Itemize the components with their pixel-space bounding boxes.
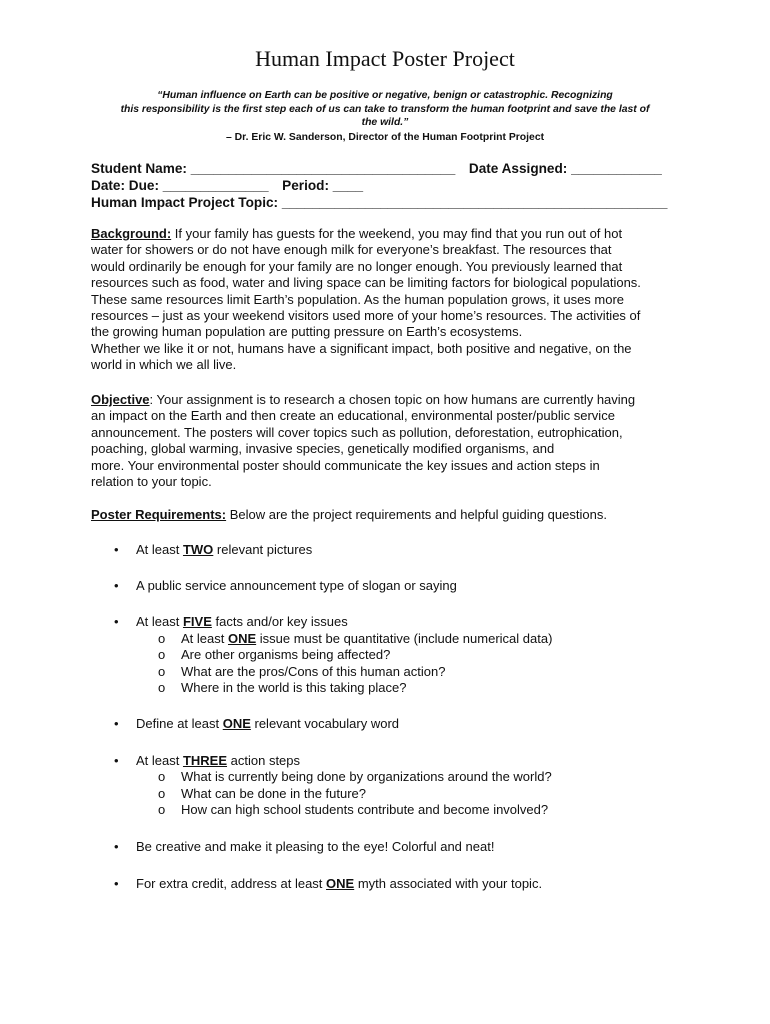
list-item	[114, 753, 300, 769]
paragraph-line: These same resources limit Earth’s population. As the human population grows, it uses more	[91, 291, 625, 307]
paragraph-line: relation to your topic.	[91, 474, 212, 490]
paragraph-line: an impact on the Earth and then create an educational, environmental poster/public service	[91, 408, 615, 424]
paragraph-line: resources such as food, water and living space can be limiting factors for biological populations.	[91, 275, 641, 291]
item-text: facts and/or key issues	[211, 614, 348, 629]
item-emphasis: FIVE	[182, 614, 212, 629]
background-heading: Background:	[91, 226, 172, 241]
quote-line: “Human influence on Earth can be positive or negative, benign or catastrophic. Recognizing	[157, 90, 613, 101]
item-text: Where in the world is this taking place?	[181, 680, 407, 695]
epigraph-quote	[60, 89, 710, 144]
paragraph-line: announcement. The posters will cover topics such as pollution, deforestation, eutrophication,	[91, 424, 623, 440]
bullet-icon: •	[114, 839, 119, 854]
paragraph-line	[91, 507, 681, 523]
item-text: At least	[136, 753, 183, 768]
list-item	[114, 839, 494, 855]
topic-row	[91, 194, 691, 211]
sub-bullet-icon: o	[158, 631, 166, 646]
sub-list-item	[158, 769, 552, 785]
sub-list-item	[158, 631, 552, 647]
item-emphasis: THREE	[182, 753, 228, 768]
list-item	[114, 578, 457, 594]
item-text: What can be done in the future?	[181, 786, 367, 801]
objective-section	[91, 392, 681, 490]
sub-list-item	[158, 786, 366, 802]
item-text: Define at least	[136, 716, 223, 731]
date-assigned-field: Date Assigned: ____________	[468, 161, 662, 176]
item-text: relevant pictures	[213, 542, 313, 557]
item-text: What are the pros/Cons of this human action?	[181, 664, 446, 679]
student-fields	[91, 160, 691, 211]
paragraph-text: : Your assignment is to research a chosen topic on how humans are currently having	[149, 392, 636, 407]
sub-list-item	[158, 664, 445, 680]
requirements-heading: Poster Requirements:	[91, 507, 227, 522]
paragraph-text: If your family has guests for the weekend, you may find that you run out of hot	[174, 226, 623, 241]
bullet-icon: •	[114, 716, 119, 731]
item-text: Be creative and make it pleasing to the eye! Colorful and neat!	[136, 839, 495, 854]
paragraph-line: would ordinarily be enough for your family are no longer enough. You previously learned that	[91, 258, 623, 274]
sub-bullet-icon: o	[158, 786, 166, 801]
item-text: issue must be quantitative (include numerical data)	[256, 631, 553, 646]
paragraph-line: more. Your environmental poster should communicate the key issues and action steps in	[91, 457, 600, 473]
paragraph-line	[91, 226, 681, 242]
date-due-field: Date: Due: ______________	[91, 178, 269, 193]
item-emphasis: ONE	[222, 716, 251, 731]
quote-line: this responsibility is the first step each of us can take to transform the human footprint and save the last of	[120, 103, 650, 115]
bullet-icon: •	[114, 876, 119, 891]
sub-bullet-icon: o	[158, 680, 166, 695]
student-name-row	[91, 160, 691, 177]
item-text: action steps	[227, 753, 301, 768]
item-text: myth associated with your topic.	[354, 876, 543, 891]
item-text: A public service announcement type of slogan or saying	[136, 578, 457, 593]
paragraph-line: Whether we like it or not, humans have a significant impact, both positive and negative, on the	[91, 340, 632, 356]
item-text: At least	[136, 542, 183, 557]
background-section	[91, 226, 681, 374]
page-title: Human Impact Poster Project	[255, 46, 515, 71]
item-emphasis: ONE	[326, 876, 355, 891]
bullet-icon: •	[114, 578, 119, 593]
sub-bullet-icon: o	[158, 769, 166, 784]
paragraph-line	[91, 392, 681, 408]
list-item	[114, 542, 312, 558]
paragraph-line: resources – just as your weekend visitors used more of your home’s resources. The activities of	[91, 308, 641, 324]
item-text: At least	[136, 614, 183, 629]
quote-line: the wild.”	[361, 117, 409, 128]
sub-list-item	[158, 647, 390, 663]
sub-bullet-icon: o	[158, 664, 166, 679]
item-emphasis: ONE	[227, 631, 257, 646]
objective-heading: Objective	[91, 392, 150, 407]
bullet-icon: •	[114, 542, 119, 557]
requirements-heading-line	[91, 507, 681, 523]
bullet-icon: •	[114, 753, 119, 768]
list-item	[114, 614, 348, 630]
student-name-field: Student Name: ___________________________________	[91, 161, 456, 176]
item-text: At least	[181, 631, 228, 646]
item-text: relevant vocabulary word	[250, 716, 400, 731]
item-text: For extra credit, address at least	[136, 876, 327, 891]
sub-list-item	[158, 680, 406, 696]
topic-field: Human Impact Project Topic: ___________________________________________________	[91, 195, 668, 210]
sub-list-item	[158, 802, 548, 818]
item-text: Are other organisms being affected?	[181, 647, 391, 662]
quote-attribution: – Dr. Eric W. Sanderson, Director of the Human Footprint Project	[225, 131, 545, 143]
period-field: Period: ____	[282, 178, 364, 193]
item-text: What is currently being done by organizations around the world?	[181, 769, 552, 784]
bullet-icon: •	[114, 614, 119, 629]
paragraph-line: the growing human population are putting pressure on Earth’s ecosystems.	[91, 324, 523, 340]
item-text: How can high school students contribute and become involved?	[181, 802, 549, 817]
paragraph-line: water for showers or do not have enough milk for everyone’s breakfast. The resources that	[91, 242, 612, 258]
date-due-row	[91, 177, 691, 194]
requirements-intro: Below are the project requirements and helpful guiding questions.	[226, 507, 607, 522]
paragraph-line: world in which we all live.	[91, 357, 237, 373]
sub-bullet-icon: o	[158, 647, 166, 662]
sub-bullet-icon: o	[158, 802, 166, 817]
item-emphasis: TWO	[182, 542, 214, 557]
list-item	[114, 876, 542, 892]
paragraph-line: poaching, global warming, invasive species, genetically modified organisms, and	[91, 441, 555, 457]
list-item	[114, 716, 399, 732]
